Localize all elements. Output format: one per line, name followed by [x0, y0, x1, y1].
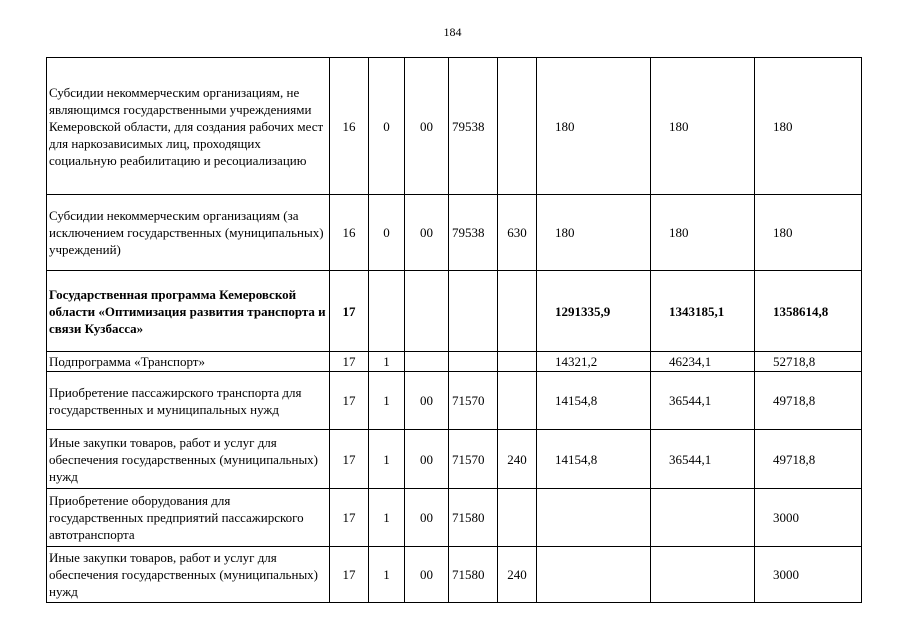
amount-year-1-cell: 180 — [537, 195, 651, 271]
measure-code-cell — [405, 352, 449, 372]
page-number: 184 — [443, 25, 462, 39]
target-article-cell: 71580 — [449, 489, 498, 547]
expense-type-cell — [498, 372, 537, 430]
measure-code-cell: 00 — [405, 547, 449, 603]
expense-type-cell: 240 — [498, 430, 537, 489]
amount-year-3-cell: 49718,8 — [755, 430, 862, 489]
expense-type-cell — [498, 58, 537, 195]
target-article-cell: 71570 — [449, 372, 498, 430]
amount-year-2-cell: 180 — [651, 195, 755, 271]
amount-year-1-cell — [537, 547, 651, 603]
table-row — [47, 430, 862, 489]
amount-year-1-cell: 14154,8 — [537, 430, 651, 489]
subprogram-code-cell: 0 — [369, 195, 405, 271]
amount-year-2-cell: 180 — [651, 58, 755, 195]
amount-year-3-cell: 1358614,8 — [755, 271, 862, 352]
table-row — [47, 271, 862, 352]
program-code-cell: 17 — [330, 372, 369, 430]
row-name-cell: Субсидии некоммерческим организациям, не являющимся государственными учреждениями Кемеровской области, для создания рабочих мест для наркозависимых лиц, проходящих социальную реабилитацию и ресоциализацию — [47, 58, 330, 195]
amount-year-3-cell: 3000 — [755, 489, 862, 547]
subprogram-code-cell: 1 — [369, 430, 405, 489]
measure-code-cell: 00 — [405, 489, 449, 547]
row-name-cell: Приобретение оборудования для государственных предприятий пассажирского автотранспорта — [47, 489, 330, 547]
target-article-cell: 71570 — [449, 430, 498, 489]
program-code-cell: 16 — [330, 58, 369, 195]
budget-table — [46, 57, 862, 603]
target-article-cell — [449, 352, 498, 372]
amount-year-2-cell: 36544,1 — [651, 430, 755, 489]
target-article-cell: 71580 — [449, 547, 498, 603]
table-row — [47, 58, 862, 195]
program-code-cell: 17 — [330, 352, 369, 372]
amount-year-3-cell: 180 — [755, 195, 862, 271]
expense-type-cell — [498, 352, 537, 372]
subprogram-code-cell: 1 — [369, 352, 405, 372]
row-name-cell: Иные закупки товаров, работ и услуг для обеспечения государственных (муниципальных) нужд — [47, 430, 330, 489]
target-article-cell: 79538 — [449, 195, 498, 271]
subprogram-code-cell: 0 — [369, 58, 405, 195]
measure-code-cell: 00 — [405, 58, 449, 195]
table-row — [47, 352, 862, 372]
table-row — [47, 489, 862, 547]
program-code-cell: 16 — [330, 195, 369, 271]
amount-year-1-cell — [537, 489, 651, 547]
subprogram-code-cell: 1 — [369, 372, 405, 430]
amount-year-3-cell: 52718,8 — [755, 352, 862, 372]
subprogram-code-cell: 1 — [369, 489, 405, 547]
subprogram-code-cell: 1 — [369, 547, 405, 603]
expense-type-cell — [498, 489, 537, 547]
table-row — [47, 372, 862, 430]
measure-code-cell: 00 — [405, 430, 449, 489]
target-article-cell — [449, 271, 498, 352]
subprogram-code-cell — [369, 271, 405, 352]
amount-year-2-cell — [651, 489, 755, 547]
measure-code-cell — [405, 271, 449, 352]
amount-year-2-cell — [651, 547, 755, 603]
amount-year-1-cell: 1291335,9 — [537, 271, 651, 352]
expense-type-cell — [498, 271, 537, 352]
amount-year-1-cell: 14154,8 — [537, 372, 651, 430]
table-row — [47, 195, 862, 271]
expense-type-cell: 240 — [498, 547, 537, 603]
amount-year-1-cell: 180 — [537, 58, 651, 195]
program-code-cell: 17 — [330, 271, 369, 352]
amount-year-2-cell: 1343185,1 — [651, 271, 755, 352]
amount-year-3-cell: 3000 — [755, 547, 862, 603]
row-name-cell: Субсидии некоммерческим организациям (за исключением государственных (муниципальных) учреждений) — [47, 195, 330, 271]
program-code-cell: 17 — [330, 430, 369, 489]
amount-year-1-cell: 14321,2 — [537, 352, 651, 372]
row-name-cell: Приобретение пассажирского транспорта для государственных и муниципальных нужд — [47, 372, 330, 430]
amount-year-3-cell: 180 — [755, 58, 862, 195]
measure-code-cell: 00 — [405, 195, 449, 271]
program-code-cell: 17 — [330, 547, 369, 603]
row-name-cell: Подпрограмма «Транспорт» — [47, 352, 330, 372]
program-code-cell: 17 — [330, 489, 369, 547]
row-name-cell: Государственная программа Кемеровской области «Оптимизация развития транспорта и связи Кузбасса» — [47, 271, 330, 352]
expense-type-cell: 630 — [498, 195, 537, 271]
target-article-cell: 79538 — [449, 58, 498, 195]
table-row — [47, 547, 862, 603]
measure-code-cell: 00 — [405, 372, 449, 430]
amount-year-2-cell: 46234,1 — [651, 352, 755, 372]
amount-year-3-cell: 49718,8 — [755, 372, 862, 430]
row-name-cell: Иные закупки товаров, работ и услуг для обеспечения государственных (муниципальных) нужд — [47, 547, 330, 603]
amount-year-2-cell: 36544,1 — [651, 372, 755, 430]
